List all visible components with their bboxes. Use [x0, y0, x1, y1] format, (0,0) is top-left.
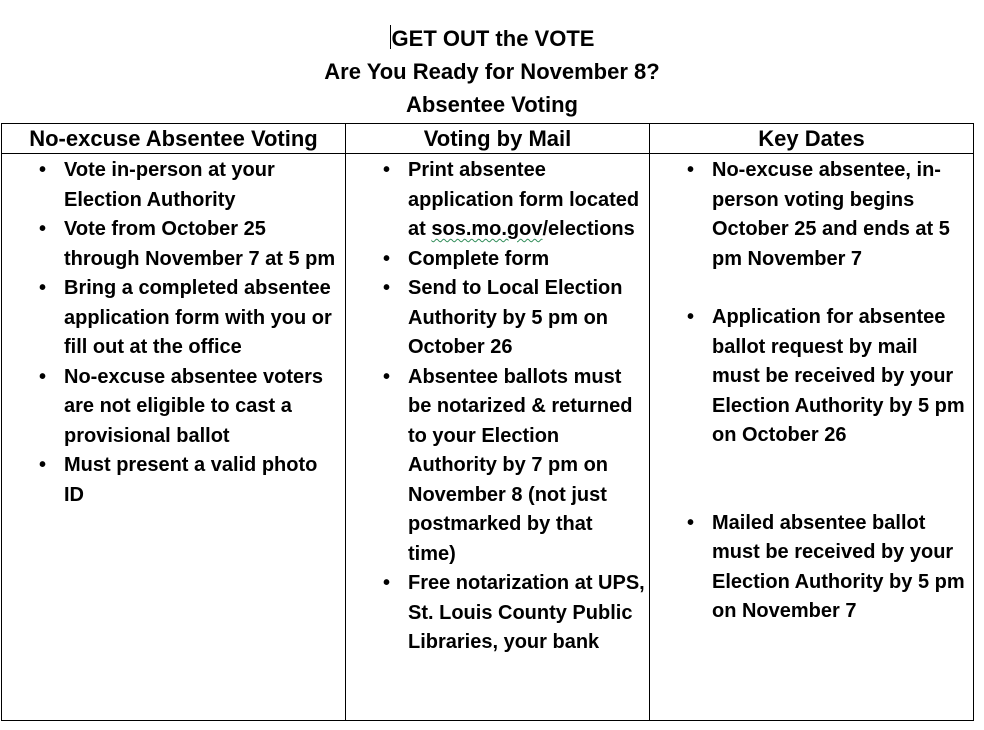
list-item: • Absentee ballots must be notarized & returned to your Election Authority by 7 pm on November 8 (not just postmarked by that time) [346, 363, 645, 570]
list-item: • Vote from October 25 through November 7 at 5 pm [2, 215, 341, 274]
document-header [0, 22, 984, 121]
list-item: • Bring a completed absentee application form with you or fill out at the office [2, 274, 341, 363]
cell-key-dates [650, 154, 974, 721]
text-cursor [390, 25, 391, 49]
cell-by-mail [346, 154, 650, 721]
column-header-by-mail: Voting by Mail [346, 124, 650, 154]
column-header-key-dates: Key Dates [650, 124, 974, 154]
list-item: • Send to Local Election Authority by 5 pm on October 26 [346, 274, 645, 363]
by-mail-list [346, 154, 649, 658]
title-line-3: Absentee Voting [406, 92, 578, 117]
table-body-row [2, 154, 974, 721]
no-excuse-list [2, 154, 345, 510]
absentee-voting-table [1, 123, 974, 721]
table-header-row [2, 124, 974, 154]
list-item: • Must present a valid photo ID [2, 451, 341, 510]
list-item: • Vote in-person at your Election Authority [2, 156, 341, 215]
key-dates-list [650, 154, 973, 627]
title-line-1: GET OUT the VOTE [391, 26, 595, 51]
list-item: • No-excuse absentee voters are not eligible to cast a provisional ballot [2, 363, 341, 452]
list-item: • No-excuse absentee, in-person voting begins October 25 and ends at 5 pm November 7 [650, 156, 969, 274]
cell-no-excuse [2, 154, 346, 721]
list-item: • Mailed absentee ballot must be received by your Election Authority by 5 pm on November 7 [650, 509, 969, 627]
list-item: • Application for absentee ballot request by mail must be received by your Election Authority by 5 pm on October 26 [650, 303, 969, 451]
list-item: • Print absentee application form located at sos.mo.gov/elections [346, 156, 645, 245]
column-header-no-excuse: No-excuse Absentee Voting [2, 124, 346, 154]
list-item: • Free notarization at UPS, St. Louis County Public Libraries, your bank [346, 569, 645, 658]
link-text: sos.mo.gov [431, 218, 543, 240]
list-item: • Complete form [346, 245, 645, 275]
title-line-2: Are You Ready for November 8? [324, 59, 660, 84]
